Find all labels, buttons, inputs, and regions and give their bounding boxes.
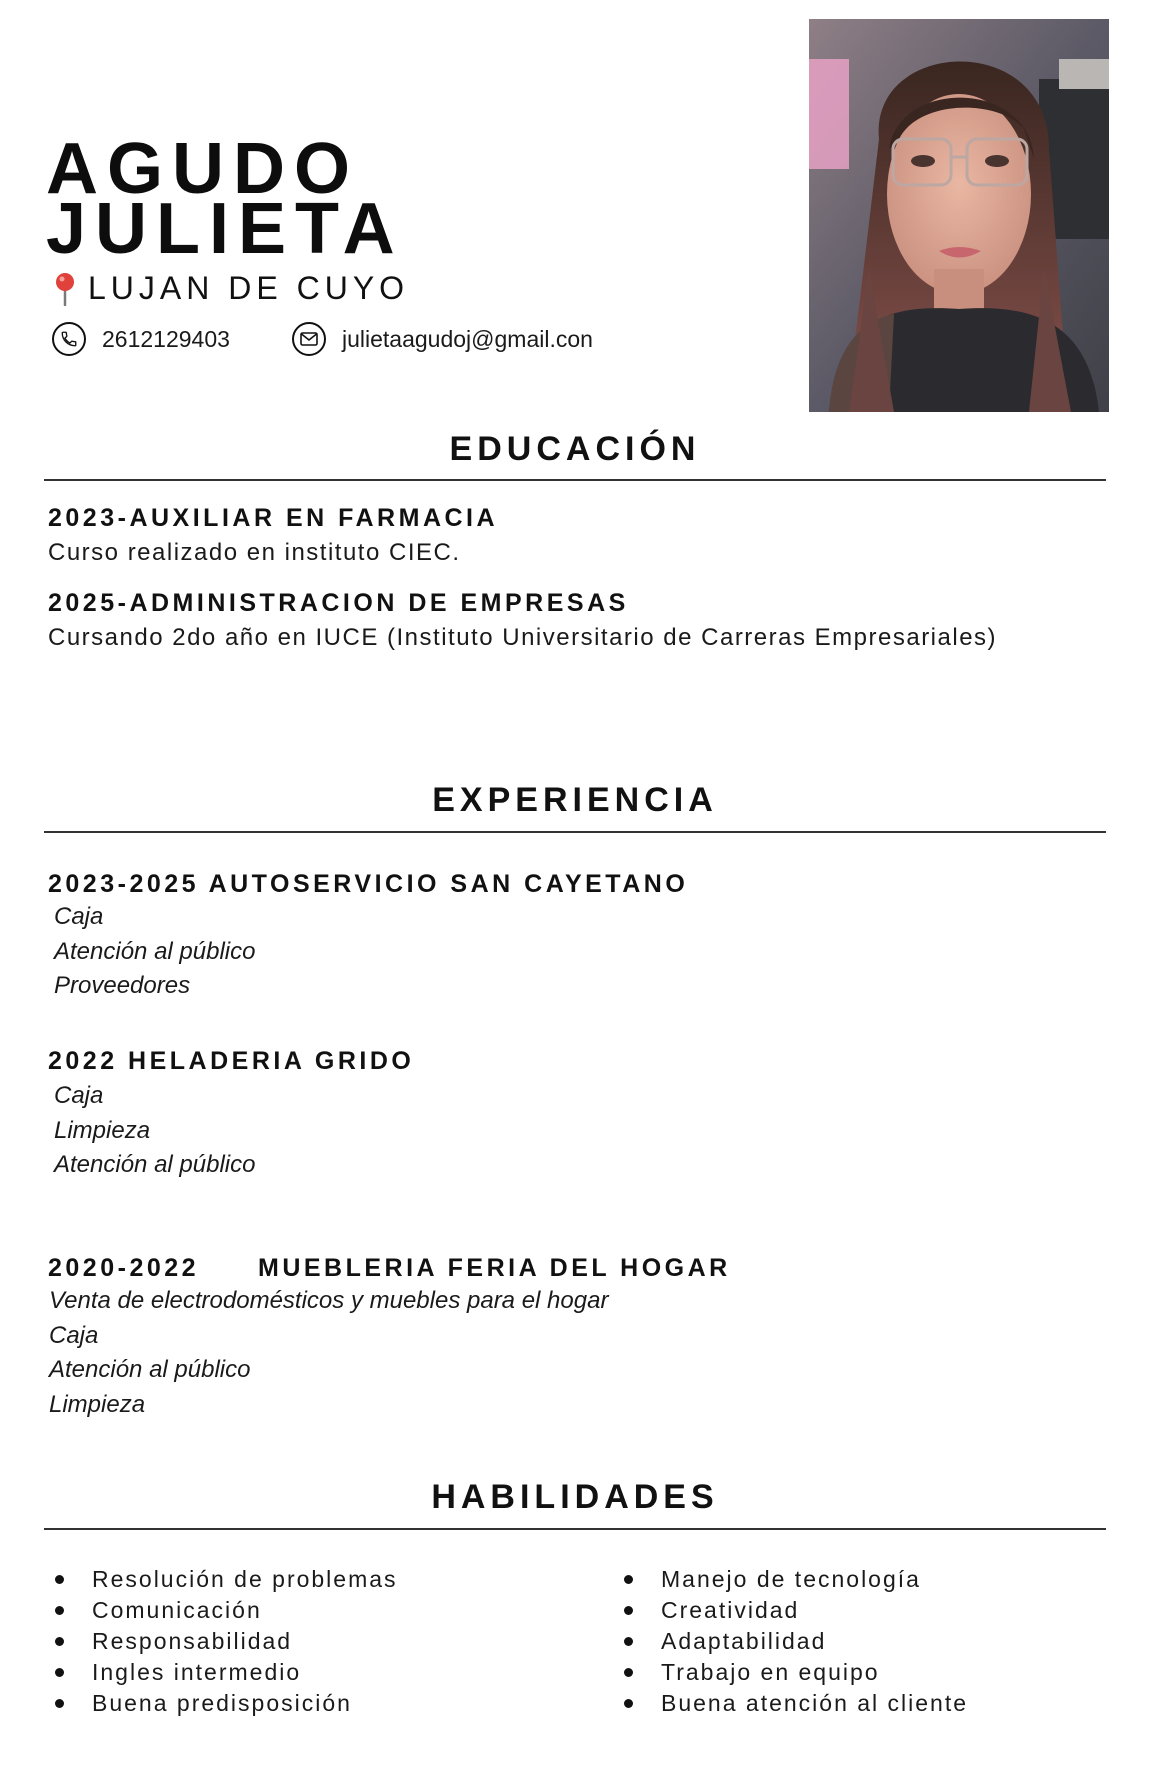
skills-divider [44, 1528, 1106, 1530]
job-task: Proveedores [54, 972, 191, 999]
bullet-dot-icon [55, 1668, 64, 1677]
skill-label: Buena predisposición [92, 1690, 352, 1716]
job-task: Caja [54, 1082, 104, 1109]
job-task-list [49, 1284, 608, 1422]
experience-section-title: EXPERIENCIA [432, 781, 718, 819]
bullet-dot-icon [624, 1699, 633, 1708]
skill-item [624, 1688, 968, 1719]
skill-label: Comunicación [92, 1597, 262, 1623]
job-task: Caja [49, 1321, 99, 1349]
job-task: Limpieza [49, 1390, 146, 1418]
skill-label: Trabajo en equipo [661, 1659, 880, 1685]
bullet-dot-icon [624, 1606, 633, 1615]
skills-section-title: HABILIDADES [431, 1478, 719, 1516]
bullet-dot-icon [624, 1668, 633, 1677]
first-name: JULIETA [46, 189, 404, 269]
skill-label: Responsabilidad [92, 1628, 293, 1654]
job-task-list [54, 1079, 255, 1183]
map-pin-icon [52, 272, 78, 306]
job-task: Caja [54, 903, 104, 930]
email-address[interactable]: julietaagudoj@gmail.con [342, 325, 593, 352]
skill-item [624, 1657, 968, 1688]
phone-contact [52, 322, 230, 356]
skills-list-left [55, 1564, 398, 1719]
bullet-dot-icon [55, 1606, 64, 1615]
last-name: AGUDO [46, 129, 359, 209]
skill-item [624, 1626, 968, 1657]
education-divider [44, 479, 1106, 481]
job-task: Venta de electrodomésticos y muebles para el hogar [49, 1287, 609, 1314]
job-task-list [54, 900, 255, 1004]
skill-item [55, 1657, 398, 1688]
education-detail: Cursando 2do año en IUCE (Instituto Universitario de Carreras Empresariales) [48, 624, 998, 651]
bullet-dot-icon [55, 1699, 64, 1708]
job-task: Limpieza [54, 1116, 151, 1144]
phone-icon [52, 322, 86, 356]
education-section-title: EDUCACIÓN [449, 430, 701, 468]
envelope-icon [292, 322, 326, 356]
education-heading: 2023-AUXILIAR EN FARMACIA [48, 504, 499, 532]
skill-item [624, 1595, 968, 1626]
profile-photo [809, 19, 1109, 412]
education-detail: Curso realizado en instituto CIEC. [48, 539, 461, 566]
experience-divider [44, 831, 1106, 833]
skill-label: Creatividad [661, 1597, 800, 1623]
skill-label: Ingles intermedio [92, 1659, 302, 1685]
skill-item [624, 1564, 968, 1595]
education-heading: 2025-ADMINISTRACION DE EMPRESAS [48, 589, 629, 617]
job-years: 2020-2022 [48, 1254, 200, 1282]
bullet-dot-icon [55, 1575, 64, 1584]
location-text: LUJAN DE CUYO [88, 270, 410, 306]
phone-number[interactable]: 2612129403 [102, 325, 230, 352]
job-task: Atención al público [54, 937, 256, 965]
bullet-dot-icon [55, 1637, 64, 1646]
job-task: Atención al público [49, 1356, 251, 1383]
skill-label: Manejo de tecnología [661, 1566, 921, 1592]
skill-item [55, 1595, 398, 1626]
job-heading: 2022 HELADERIA GRIDO [48, 1047, 415, 1075]
job-company: MUEBLERIA FERIA DEL HOGAR [258, 1254, 731, 1282]
job-task: Atención al público [54, 1151, 256, 1178]
skill-label: Adaptabilidad [661, 1628, 827, 1654]
skill-item [55, 1626, 398, 1657]
skill-item [55, 1688, 398, 1719]
skill-item [55, 1564, 398, 1595]
job-heading: 2023-2025 AUTOSERVICIO SAN CAYETANO [48, 870, 689, 898]
bullet-dot-icon [624, 1575, 633, 1584]
skill-label: Resolución de problemas [92, 1566, 398, 1592]
email-contact [292, 322, 593, 356]
skills-list-right [624, 1564, 968, 1719]
skill-label: Buena atención al cliente [661, 1690, 969, 1716]
location [52, 270, 409, 307]
bullet-dot-icon [624, 1637, 633, 1646]
